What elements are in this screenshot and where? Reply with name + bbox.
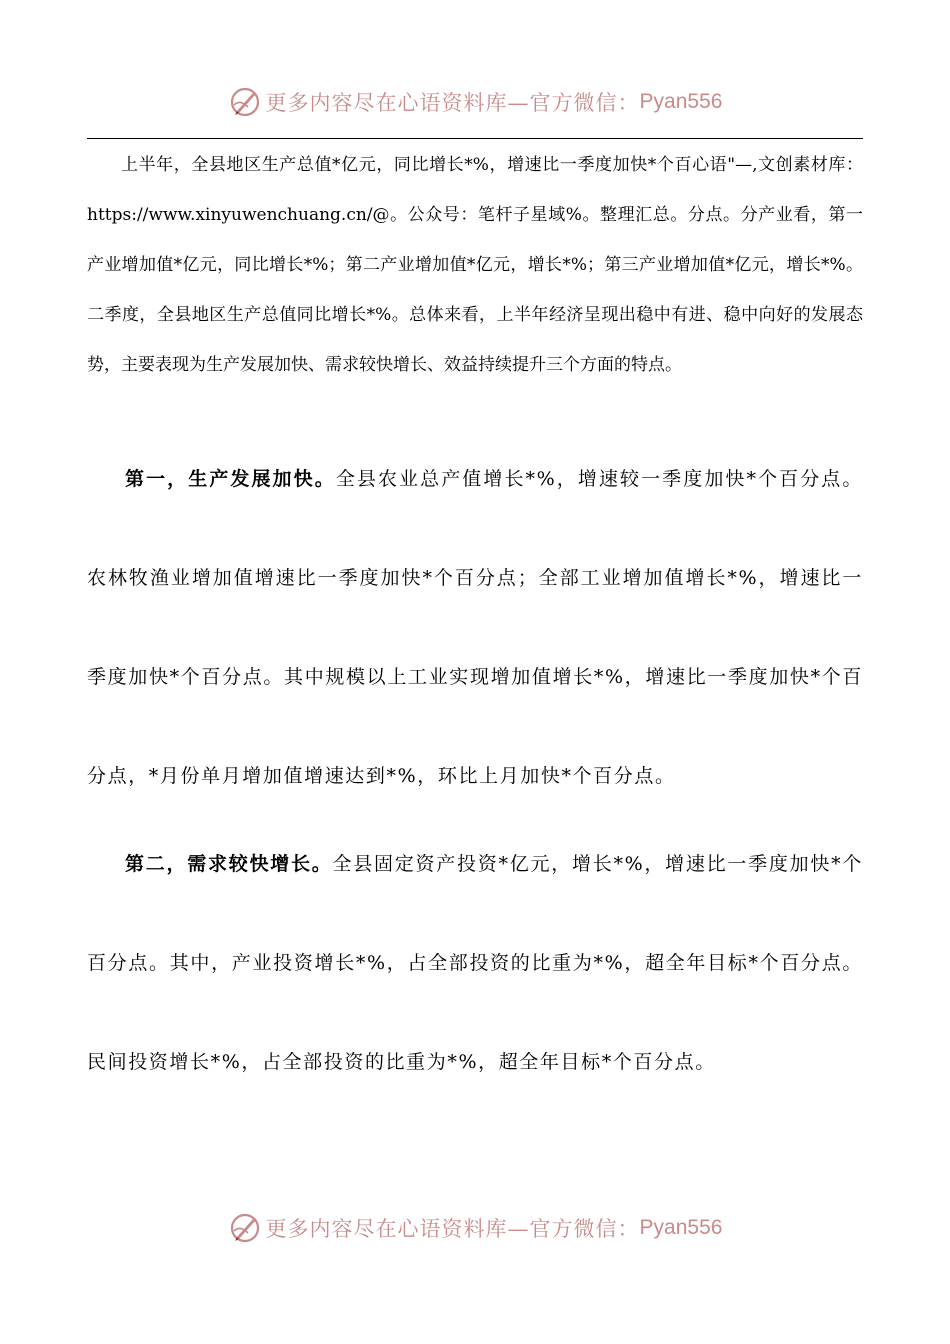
- header-watermark: [0, 82, 950, 122]
- intro-paragraph: 上半年，全县地区生产总值*亿元，同比增长*%，增速比一季度加快*个百心语"—,文创素材库：https://www.xinyuwenchuang.cn/@。公众号：笔杆子星域%。整理汇总。分点。分产业看，第一产业增加值*亿元，同比增长*%；第二产业增加值*亿元，增长*%；第三产业增加值*亿元，增长*%。二季度，全县地区生产总值同比增长*%。总体来看，上半年经济呈现出稳中有进、稳中向好的发展态势，主要表现为生产发展加快、需求较快增长、效益持续提升三个方面的特点。: [87, 155, 863, 375]
- header-divider: [87, 138, 863, 139]
- pen-logo-icon: [228, 85, 262, 119]
- section-body: 全县固定资产投资*亿元，增长*%，增速比一季度加快*个百分点。其中，产业投资增长*%，占全部投资的比重为*%，超全年目标*个百分点。民间投资增长*%，占全部投资的比重为*%，超全年目标*个百分点。: [87, 853, 863, 1073]
- watermark-text: 更多内容尽在心语资料库—官方微信：: [265, 1217, 640, 1241]
- footer-watermark: [0, 1208, 950, 1248]
- watermark-wechat-id: Pyan556: [639, 90, 723, 113]
- pen-logo-icon: [228, 1211, 262, 1245]
- section-production: [87, 430, 863, 826]
- section-heading: 第一，生产发展加快。: [125, 468, 336, 490]
- section-body: 全县农业总产值增长*%，增速较一季度加快*个百分点。农林牧渔业增加值增速比一季度加快*个百分点；全部工业增加值增长*%，增速比一季度加快*个百分点。其中规模以上工业实现增加值增长*%，增速比一季度加快*个百分点，*月份单月增加值增速达到*%，环比上月加快*个百分点。: [87, 468, 863, 787]
- section-demand: [87, 815, 863, 1112]
- watermark-wechat-id: Pyan556: [639, 1216, 723, 1239]
- section-heading: 第二，需求较快增长。: [125, 853, 333, 875]
- watermark-text: 更多内容尽在心语资料库—官方微信：: [265, 91, 640, 115]
